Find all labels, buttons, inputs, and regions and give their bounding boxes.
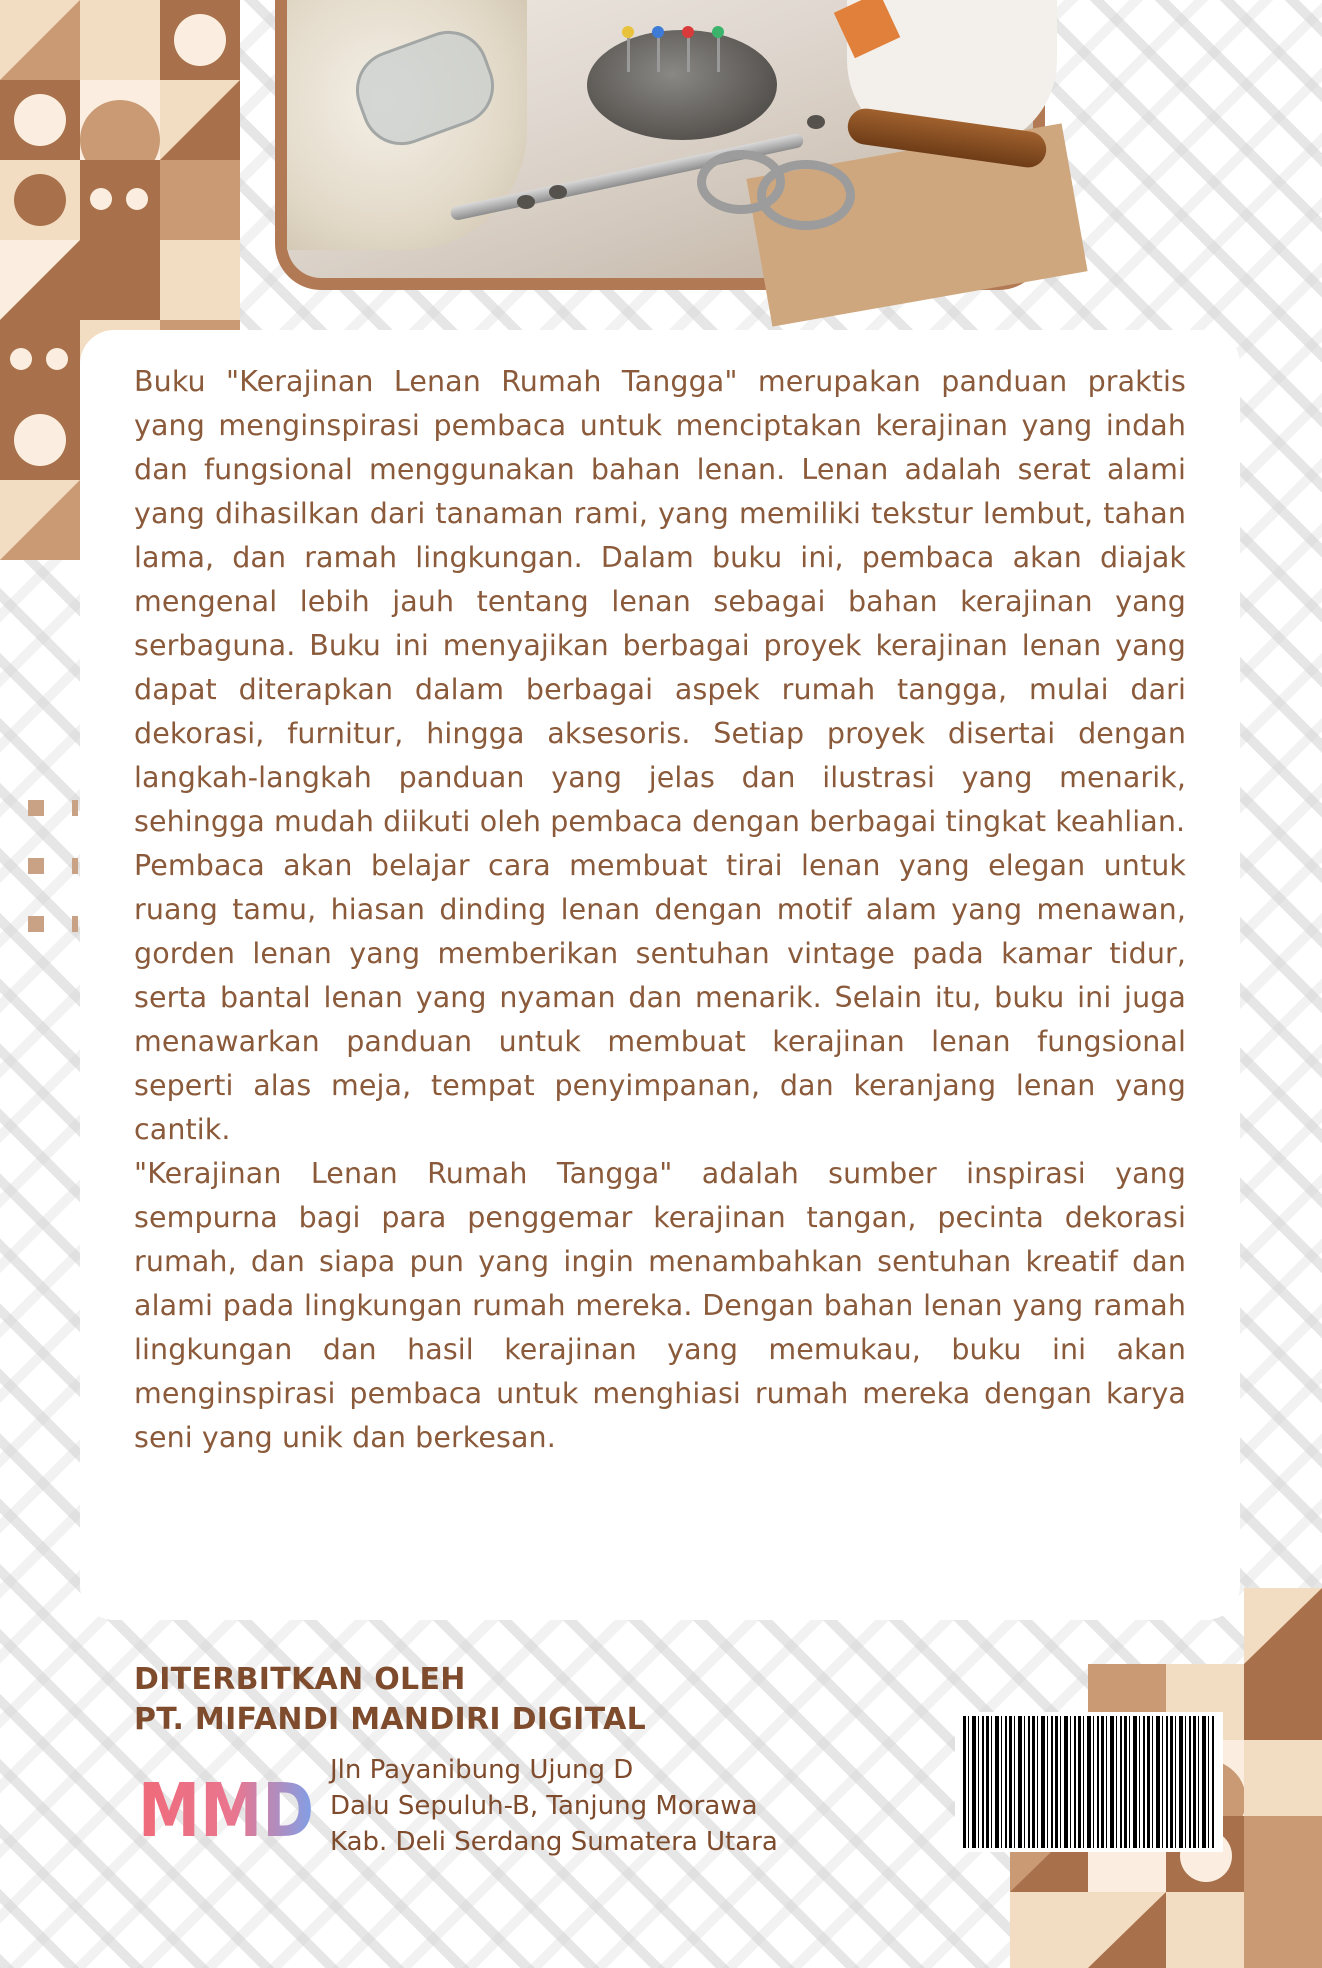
pin-icon <box>627 30 630 72</box>
mosaic-tile <box>0 240 80 320</box>
synopsis-paragraph-2: Pembaca akan belajar cara membuat tirai lenan yang elegan untuk ruang tamu, hiasan dinding lenan dengan motif alam yang menawan, gorden lenan yang memberikan sentuhan vintage pada kamar tidur, serta bantal lenan yang nyaman dan menarik. Selain itu, buku ini juga menawarkan panduan untuk membuat kerajinan lenan fungsional seperti alas meja, tempat penyimpanan, dan keranjang lenan yang cantik. <box>134 849 1186 1146</box>
mosaic-tile <box>1010 1892 1088 1968</box>
mosaic-tile <box>80 240 160 320</box>
mmd-logo-icon <box>136 1766 316 1854</box>
synopsis-paragraph-3: "Kerajinan Lenan Rumah Tangga" adalah sumber inspirasi yang sempurna bagi para penggemar kerajinan tangan, pecinta dekorasi rumah, dan siapa pun yang ingin menambahkan sentuhan kreatif dan alami pada lingkungan rumah mereka. Dengan bahan lenan yang ramah lingkungan dan hasil kerajinan yang memukau, buku ini akan menginspirasi pembaca untuk menghiasi rumah mereka dengan karya seni yang unik dan berkesan. <box>134 1157 1186 1454</box>
synopsis-panel <box>80 330 1240 1620</box>
button-icon <box>517 195 535 209</box>
synopsis-paragraph-1: Buku "Kerajinan Lenan Rumah Tangga" merupakan panduan praktis yang menginspirasi pembaca untuk menciptakan kerajinan yang indah dan fungsional menggunakan bahan lenan. Lenan adalah serat alami yang dihasilkan dari tanaman rami, yang memiliki tekstur lembut, tahan lama, dan ramah lingkungan. Dalam buku ini, pembaca akan diajak mengenal lebih jauh tentang lenan sebagai bahan kerajinan yang serbaguna. Buku ini menyajikan berbagai proyek kerajinan lenan yang dapat diterapkan dalam berbagai aspek rumah tangga, mulai dari dekorasi, furnitur, hingga aksesoris. Setiap proyek disertai dengan langkah-langkah panduan yang jelas dan ilustrasi yang menarik, sehingga mudah diikuti oleh pembaca dengan berbagai tingkat keahlian. <box>134 365 1186 838</box>
mosaic-tile <box>0 320 80 400</box>
address-line-3: Kab. Deli Serdang Sumatera Utara <box>330 1827 778 1857</box>
mosaic-tile <box>160 0 240 80</box>
button-icon <box>807 115 825 129</box>
pin-icon <box>717 30 720 72</box>
mosaic-tile <box>80 80 160 160</box>
scissors-ring-shape <box>757 160 855 230</box>
mosaic-tile <box>1244 1740 1322 1816</box>
mosaic-tile <box>0 80 80 160</box>
publisher-block <box>134 1660 834 1740</box>
mosaic-tile <box>1166 1892 1244 1968</box>
button-icon <box>549 185 567 199</box>
sewing-tools-photo <box>275 0 1045 290</box>
pin-cushion-shape <box>587 30 777 140</box>
logo-text: MMD <box>138 1768 314 1854</box>
mosaic-tile <box>0 480 80 560</box>
decorative-square <box>28 800 44 816</box>
synopsis-text <box>134 360 1186 1460</box>
mosaic-tile <box>160 240 240 320</box>
mosaic-tile <box>1244 1816 1322 1892</box>
decorative-side-squares <box>28 800 88 974</box>
barcode-icon <box>963 1716 1215 1848</box>
address-line-1: Jln Payanibung Ujung D <box>330 1755 634 1785</box>
mosaic-tile <box>1166 1588 1244 1664</box>
mosaic-tile <box>1088 1892 1166 1968</box>
publisher-address <box>330 1752 778 1860</box>
mosaic-tile <box>1088 1588 1166 1664</box>
decorative-square <box>28 858 44 874</box>
mosaic-tile <box>0 0 80 80</box>
mosaic-tile <box>160 160 240 240</box>
mosaic-tile <box>0 160 80 240</box>
publisher-heading: DITERBITKAN OLEH <box>134 1662 466 1697</box>
mosaic-tile <box>1244 1588 1322 1664</box>
mosaic-tile <box>1244 1664 1322 1740</box>
mosaic-tile <box>1244 1892 1322 1968</box>
mosaic-tile <box>80 160 160 240</box>
mosaic-tile <box>160 80 240 160</box>
barcode <box>955 1712 1223 1852</box>
mosaic-tile <box>1010 1588 1088 1664</box>
address-line-2: Dalu Sepuluh-B, Tanjung Morawa <box>330 1791 758 1821</box>
mosaic-tile <box>0 400 80 480</box>
decorative-square <box>28 916 44 932</box>
mosaic-tile <box>80 0 160 80</box>
pin-icon <box>657 30 660 72</box>
publisher-name: PT. MIFANDI MANDIRI DIGITAL <box>134 1702 647 1737</box>
pin-icon <box>687 30 690 72</box>
